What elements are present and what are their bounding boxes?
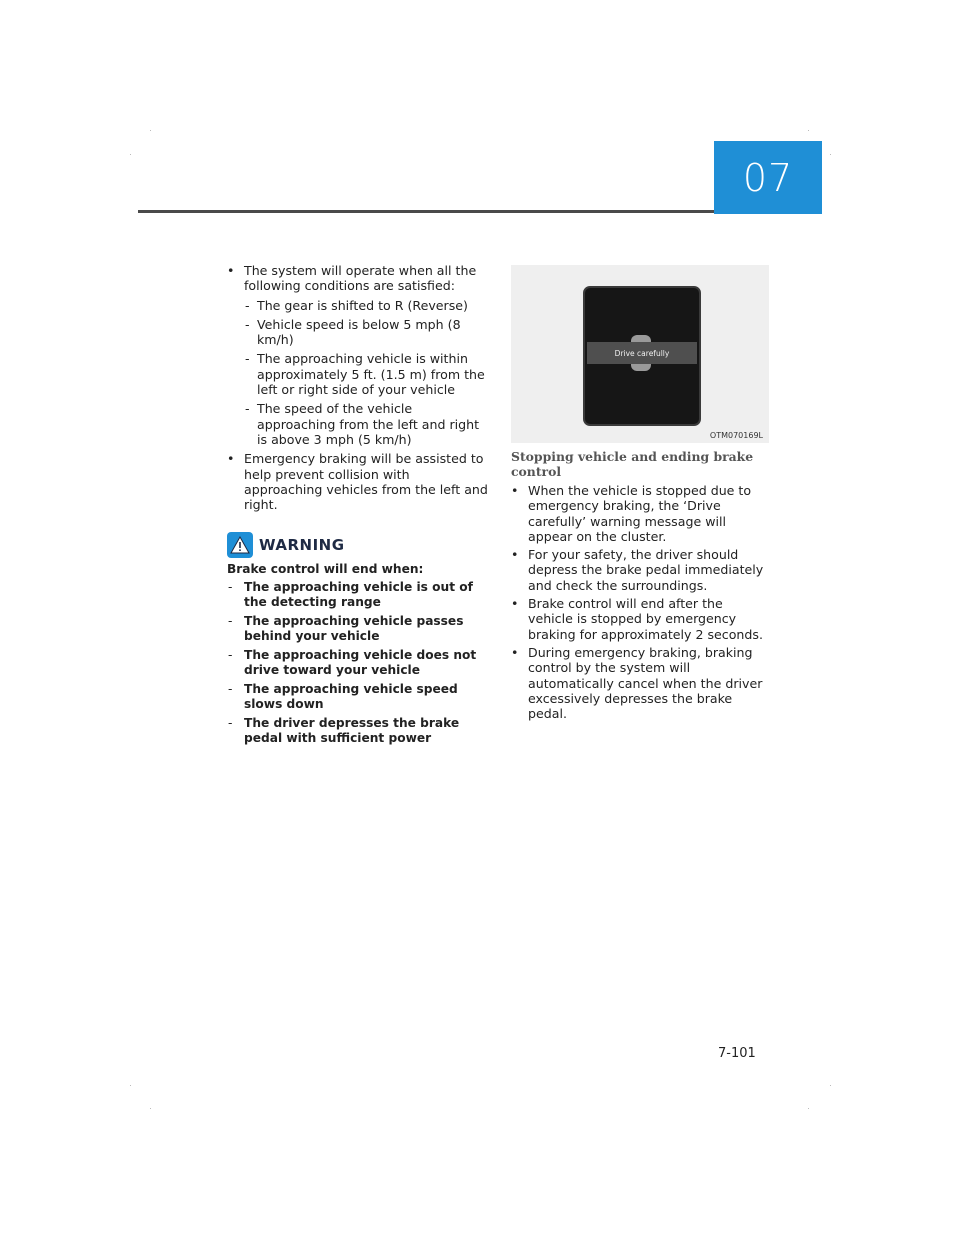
warning-item: - The approaching vehicle does not drive toward your vehicle (227, 648, 489, 678)
section-subheading: Stopping vehicle and ending brake control (511, 449, 754, 479)
drive-carefully-message: Drive carefully (587, 342, 697, 364)
figure-code: OTM070169L (709, 431, 763, 440)
crop-mark (130, 154, 131, 155)
warning-intro: Brake control will end when: (227, 562, 424, 577)
header-rule (138, 210, 714, 213)
bullet-text: Emergency braking will be assisted to help prevent collision with approaching vehicles from the left and right. (244, 451, 488, 513)
bullet-emergency-braking (227, 451, 489, 512)
crop-mark (150, 1108, 151, 1109)
crop-mark (808, 130, 809, 131)
warning-title: WARNING (259, 536, 345, 555)
cluster-display (583, 286, 701, 426)
crop-mark (130, 1085, 131, 1086)
warning-item: - The driver depresses the brake pedal with sufficient power (227, 716, 489, 746)
sub-item: - The approaching vehicle is within approximately 5 ft. (1.5 m) from the left or right side of your vehicle (227, 351, 489, 397)
car-icon (631, 364, 651, 371)
sub-item: - The speed of the vehicle approaching from the left and right is above 3 mph (5 km/h) (227, 401, 489, 447)
warning-header (227, 532, 489, 558)
sub-item: - Vehicle speed is below 5 mph (8 km/h) (227, 317, 489, 348)
bullet-item: • When the vehicle is stopped due to emergency braking, the ‘Drive carefully’ warning message will appear on the cluster. (511, 483, 771, 544)
page-number: 7-101 (718, 1046, 756, 1061)
chapter-tab: 07 (714, 141, 822, 214)
warning-item: - The approaching vehicle speed slows down (227, 682, 489, 712)
left-column (227, 263, 489, 750)
crop-mark (830, 1085, 831, 1086)
warning-item: - The approaching vehicle passes behind your vehicle (227, 614, 489, 644)
bullet-operating-conditions (227, 263, 489, 447)
crop-mark (808, 1108, 809, 1109)
crop-mark (830, 154, 831, 155)
sub-item: - The gear is shifted to R (Reverse) (227, 298, 489, 313)
bullet-item: • For your safety, the driver should depress the brake pedal immediately and check the surroundings. (511, 547, 771, 593)
warning-triangle-icon (227, 532, 253, 558)
bullet-text: The system will operate when all the following conditions are satisfied: (244, 263, 477, 294)
bullet-item: • During emergency braking, braking control by the system will automatically cancel when the driver excessively depresses the brake pedal. (511, 645, 771, 721)
crop-mark (150, 130, 151, 131)
right-column (511, 265, 771, 724)
cluster-figure (511, 265, 769, 443)
bullet-item: • Brake control will end after the vehicle is stopped by emergency braking for approximately 2 seconds. (511, 596, 771, 642)
warning-item: - The approaching vehicle is out of the detecting range (227, 580, 489, 610)
